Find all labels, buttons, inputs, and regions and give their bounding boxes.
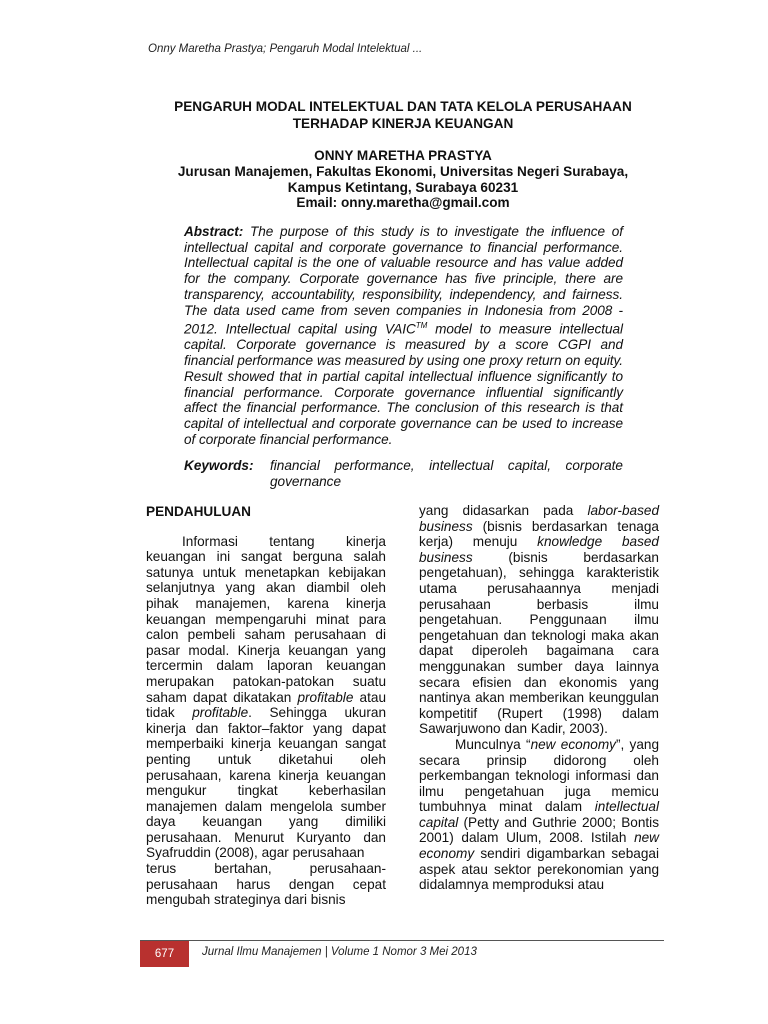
abstract bbox=[184, 224, 623, 447]
left-p1-a: Informasi tentang kinerja keuangan ini sangat berguna salah satunya untuk menetapkan kebijakan selanjutnya yang akan diambil oleh pihak manajemen, karena kinerja keuangan mempengaruhi minat para calon pembeli saham perusahaan di pasar modal. Kinerja keuangan yang tercermin dalam laporan keuangan merupakan patokan-patokan suatu saham dapat dikatakan bbox=[146, 533, 386, 705]
right-p2-b: ”, yang secara prinsip didorong oleh perkembangan teknologi informasi dan ilmu pengetahuan juga memicu tumbuhnya minat dalam bbox=[419, 736, 660, 815]
right-p2-italic-1: new economy bbox=[530, 736, 616, 752]
right-p1-c: (bisnis berdasarkan pengetahuan), sehingga karakteristik utama perusahaannya menjadi perusahaan berbasis ilmu pengetahuan. Penggunaan ilmu pengetahuan dan teknologi maka akan dapat diperoleh bagaimana cara menggunakan sumber daya lainnya secara efisien dan ekonomis yang nantinya akan memberikan keunggulan kompetitif (Rupert (1998) dalam Sawarjuwono dan Kadir, 2003). bbox=[419, 549, 659, 737]
footer-rule bbox=[140, 940, 664, 941]
author-email: Email: onny.maretha@gmail.com bbox=[296, 195, 510, 211]
keywords-label: Keywords: bbox=[184, 458, 254, 473]
right-p1-italic-2: knowledge based business bbox=[419, 534, 659, 565]
right-column bbox=[419, 503, 659, 893]
section-heading: PENDAHULUAN bbox=[146, 504, 251, 519]
right-p1-b: (bisnis berdasarkan tenaga kerja) menuju bbox=[419, 518, 659, 550]
right-p1-a: yang didasarkan pada bbox=[419, 503, 588, 518]
author-name: ONNY MARETHA PRASTYA bbox=[314, 148, 492, 163]
right-p1-italic-1: labor-based business bbox=[419, 503, 659, 534]
paper-title bbox=[130, 98, 676, 132]
right-paragraph-1 bbox=[419, 503, 659, 737]
page-number-box bbox=[140, 941, 189, 967]
abstract-tm: TM bbox=[415, 321, 428, 331]
running-head: Onny Maretha Prastya; Pengaruh Modal Intelektual ... bbox=[148, 43, 423, 55]
right-paragraph-2 bbox=[419, 737, 659, 893]
right-p2-c: (Petty and Guthrie 2000; Bontis 2001) dalam Ulum, 2008. Istilah bbox=[419, 814, 659, 846]
author-block bbox=[130, 148, 676, 211]
abstract-text-b: model to measure intellectual capital. Corporate governance is measured by a score CGPI and financial performance was measured by using one proxy return on equity. Result showed that in partial capital intellectual influence significantly to financial performance. Corporate governance influential significantly affect the financial performance. The conclusion of this research is that capital of intellectual and corporate governance can be used to increase of corporate financial performance. bbox=[184, 321, 623, 447]
author-affiliation-1: Jurusan Manajemen, Fakultas Ekonomi, Universitas Negeri Surabaya, bbox=[177, 163, 629, 179]
left-column bbox=[146, 504, 386, 908]
abstract-text-a: The purpose of this study is to investigate the influence of intellectual capital and corporate governance to financial performance. Intellectual capital is the one of valuable resource and has value added for the company. Corporate governance has five principle, there are transparency, accountability, responsibility, independency, and fairness. The data used came from seven companies in Indonesia from 2008 - 2012. Intellectual capital using VAIC bbox=[184, 224, 623, 337]
page-number: 677 bbox=[154, 948, 175, 960]
keywords-text: financial performance, intellectual capital, corporate governance bbox=[270, 458, 623, 489]
left-paragraph-2: terus bertahan, perusahaan-perusahaan harus dengan cepat mengubah strateginya dari bisnis bbox=[146, 861, 386, 908]
left-paragraph-1 bbox=[146, 534, 386, 861]
left-p1-italic-2: profitable bbox=[192, 705, 249, 721]
title-line-1: PENGARUH MODAL INTELEKTUAL DAN TATA KELOLA PERUSAHAAN bbox=[174, 99, 632, 114]
right-p2-italic-3: new economy bbox=[419, 830, 659, 862]
keywords bbox=[184, 458, 623, 489]
author-affiliation-2: Kampus Ketintang, Surabaya 60231 bbox=[287, 179, 519, 195]
journal-footer: Jurnal Ilmu Manajemen | Volume 1 Nomor 3 Mei 2013 bbox=[202, 946, 477, 958]
right-p2-d: sendiri digambarkan sebagai aspek atau sektor perekonomian yang didalamnya memproduksi atau bbox=[419, 846, 659, 893]
left-p1-b: atau tidak bbox=[146, 689, 386, 721]
right-p2-italic-2: intellectual capital bbox=[419, 799, 659, 830]
abstract-label: Abstract: bbox=[184, 224, 244, 239]
left-p1-italic-1: profitable bbox=[297, 689, 354, 705]
left-p1-c: . Sehingga ukuran kinerja dan faktor–faktor yang dapat memperbaiki kinerja keuangan sangat penting untuk diketahui oleh perusahaan, karena kinerja keuangan mengukur tingkat keberhasilan manajemen dalam mengelola sumber daya keuangan yang dimiliki perusahaan. Menurut Kuryanto dan Syafruddin (2008), agar perusahaan bbox=[146, 705, 387, 861]
title-line-2: TERHADAP KINERJA KEUANGAN bbox=[292, 116, 514, 131]
right-p2-a: Munculnya “ bbox=[455, 736, 531, 752]
